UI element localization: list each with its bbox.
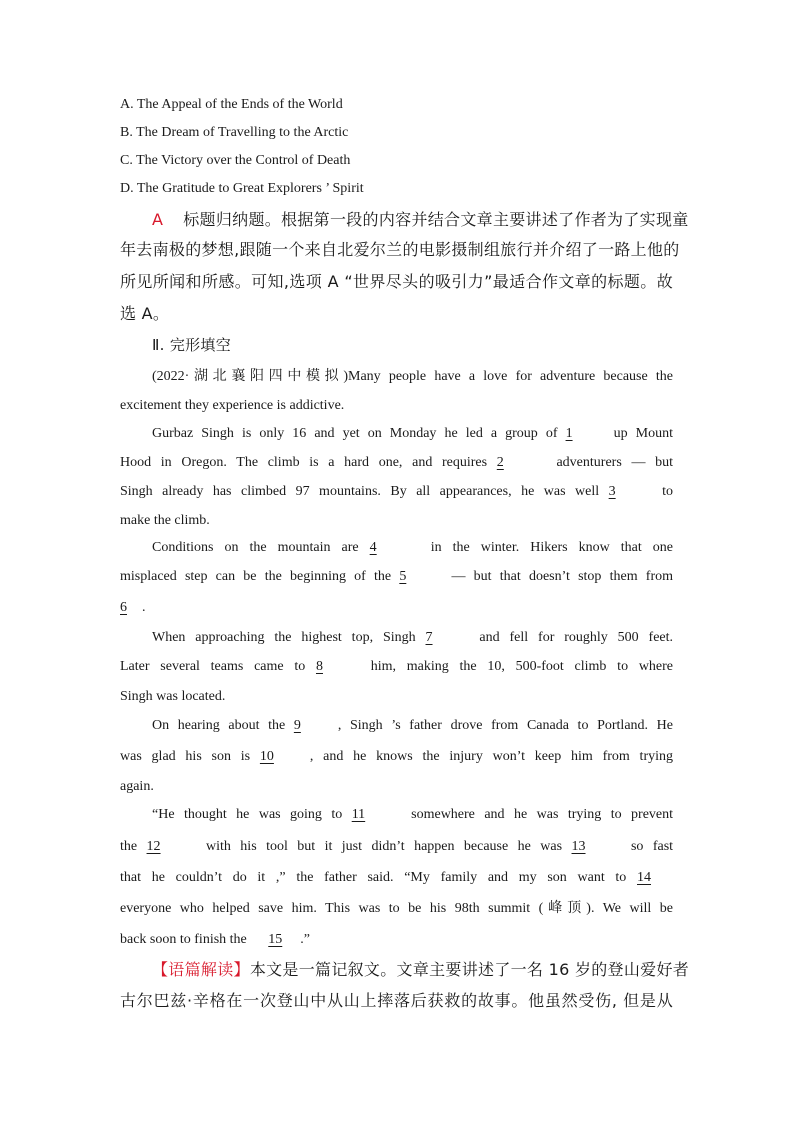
passage-line: everyone who helped save him. This was to be his 98th summit (峰顶). We will be	[120, 901, 673, 916]
blank-5: 5	[399, 569, 407, 584]
passage-line: Singh was located.	[120, 689, 226, 704]
blank-2: 2	[496, 455, 504, 470]
passage-text: the	[120, 839, 138, 854]
blank-7: 7	[425, 630, 433, 645]
passage-line	[120, 482, 673, 502]
passage-text: Gurbaz Singh is only 16 and yet on Monday he led a group of	[152, 426, 558, 441]
analysis-tag: 【语篇解读】	[152, 960, 250, 979]
passage-line	[120, 868, 673, 888]
blank-14: 14	[637, 870, 651, 885]
option-a: A. The Appeal of the Ends of the World	[120, 97, 343, 112]
passage-line	[152, 805, 673, 825]
blank-9: 9	[293, 718, 301, 733]
passage-text: When approaching the highest top, Singh	[152, 630, 416, 645]
analysis-line-1	[152, 960, 690, 980]
passage-text: in the winter. Hikers know that one	[430, 540, 673, 555]
option-b: B. The Dream of Travelling to the Arctic	[120, 125, 349, 140]
passage-text: Hood in Oregon. The climb is a hard one, and requires	[120, 455, 488, 470]
passage-line	[152, 716, 673, 736]
answer-line-2: 年去南极的梦想,跟随一个来自北爱尔兰的电影摄制组旅行并介绍了一路上他的	[120, 240, 680, 259]
answer-line-3: 所见所闻和所感。可知,选项 A “世界尽头的吸引力”最适合作文章的标题。故	[120, 272, 673, 291]
passage-text: to	[662, 484, 674, 499]
blank-11: 11	[351, 807, 366, 822]
passage-text: so fast	[630, 839, 674, 854]
passage-line	[120, 747, 673, 767]
passage-line	[120, 657, 673, 677]
passage-line	[152, 424, 673, 444]
passage-text: .	[142, 600, 146, 615]
passage-line	[120, 930, 673, 950]
passage-text: back soon to finish the	[120, 932, 247, 947]
passage-text: that he couldn’t do it ,” the father said. “My family and my son want to	[120, 870, 627, 885]
answer-line-4: 选 A。	[120, 304, 170, 323]
passage-text: was glad his son is	[120, 749, 251, 764]
passage-text: him, making the 10, 500-foot climb to where	[370, 659, 674, 674]
blank-6: 6	[120, 600, 127, 615]
passage-text: On hearing about the	[152, 718, 286, 733]
passage-text: with his tool but it just didn’t happen because he was	[205, 839, 563, 854]
blank-12: 12	[146, 839, 161, 854]
blank-1: 1	[565, 426, 573, 441]
passage-text: Conditions on the mountain are	[152, 540, 359, 555]
passage-line	[120, 837, 673, 857]
passage-line	[152, 538, 673, 558]
answer-line-1	[152, 210, 689, 230]
blank-10: 10	[259, 749, 274, 764]
passage-text: “He thought he was going to	[152, 807, 343, 822]
answer-text-1: 标题归纳题。根据第一段的内容并结合文章主要讲述了作者为了实现童	[183, 210, 689, 229]
passage-line: again.	[120, 779, 154, 794]
section-title: Ⅱ. 完形填空	[152, 336, 232, 354]
passage-text: Later several teams came to	[120, 659, 306, 674]
passage-text: somewhere and he was trying to prevent	[411, 807, 674, 822]
passage-text: , Singh ’s father drove from Canada to Portland. He	[337, 718, 673, 733]
passage-text: adventurers — but	[556, 455, 674, 470]
passage-text: and fell for roughly 500 feet.	[479, 630, 674, 645]
passage-line: (2022·湖北襄阳四中模拟)Many people have a love for adventure because the	[152, 369, 673, 384]
passage-text: misplaced step can be the beginning of the	[120, 569, 392, 584]
answer-letter: A	[152, 210, 164, 229]
blank-15: 15	[268, 932, 283, 947]
blank-8: 8	[315, 659, 323, 674]
blank-3: 3	[608, 484, 616, 499]
passage-line	[120, 598, 673, 618]
passage-text: up Mount	[613, 426, 673, 441]
passage-text: , and he knows the injury won’t keep him from trying	[309, 749, 674, 764]
passage-text: Singh already has climbed 97 mountains. By all appearances, he was well	[120, 484, 600, 499]
blank-4: 4	[369, 540, 377, 555]
analysis-line-2: 古尔巴兹·辛格在一次登山中从山上摔落后获救的故事。他虽然受伤, 但是从	[120, 991, 673, 1010]
option-c: C. The Victory over the Control of Death	[120, 153, 351, 168]
passage-line	[120, 453, 673, 473]
passage-line: make the climb.	[120, 513, 210, 528]
passage-text: .”	[300, 932, 310, 947]
analysis-text-1: 本文是一篇记叙文。文章主要讲述了一名 16 岁的登山爱好者	[249, 960, 690, 979]
blank-13: 13	[571, 839, 586, 854]
passage-line	[152, 628, 673, 648]
passage-text: — but that doesn’t stop them from	[451, 569, 674, 584]
passage-line: excitement they experience is addictive.	[120, 398, 345, 413]
option-d: D. The Gratitude to Great Explorers ’ Spirit	[120, 181, 364, 196]
passage-line	[120, 567, 673, 587]
